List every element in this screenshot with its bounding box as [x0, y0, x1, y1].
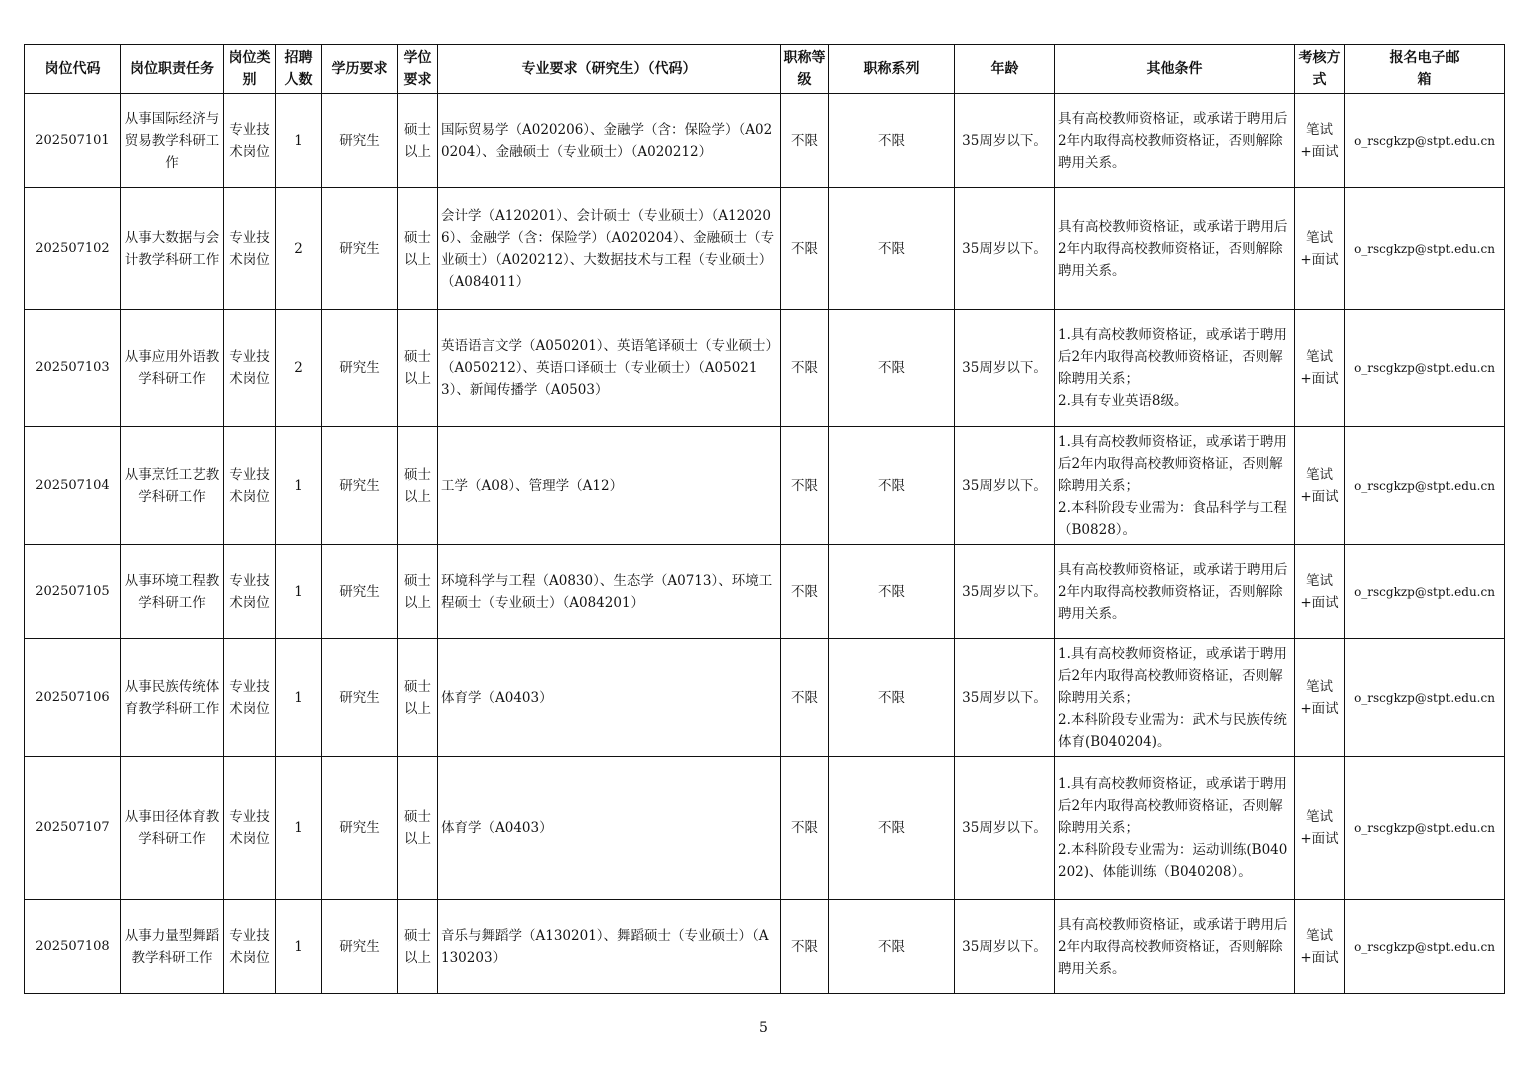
code-cell: 202507106 [25, 639, 121, 757]
exam-cell: 笔试+面试 [1295, 310, 1345, 427]
major-cell: 英语语言文学（A050201）、英语笔译硕士（专业硕士）（A050212）、英语口译硕士（专业硕士）（A050213）、新闻传播学（A0503） [438, 310, 781, 427]
category-cell: 专业技术岗位 [224, 427, 276, 545]
duty-cell: 从事民族传统体育教学科研工作 [121, 639, 224, 757]
category-cell: 专业技术岗位 [224, 94, 276, 188]
major-cell: 国际贸易学（A020206）、金融学（含：保险学）（A020204）、金融硕士（专业硕士）（A020212） [438, 94, 781, 188]
code-cell: 202507107 [25, 757, 121, 900]
header-exam: 考核方式 [1295, 45, 1345, 94]
major-cell: 体育学（A0403） [438, 757, 781, 900]
duty-cell: 从事大数据与会计教学科研工作 [121, 188, 224, 310]
other-cell [1055, 188, 1295, 310]
header-title-series: 职称系列 [829, 45, 955, 94]
table-row [25, 757, 1505, 900]
exam-cell: 笔试+面试 [1295, 188, 1345, 310]
age-cell: 35周岁以下。 [955, 427, 1055, 545]
count-cell: 1 [276, 94, 322, 188]
count-cell: 2 [276, 310, 322, 427]
title-level-cell: 不限 [781, 900, 829, 994]
title-series-cell: 不限 [829, 639, 955, 757]
major-cell: 环境科学与工程（A0830）、生态学（A0713）、环境工程硕士（专业硕士）（A084201） [438, 545, 781, 639]
age-cell: 35周岁以下。 [955, 310, 1055, 427]
count-cell: 1 [276, 639, 322, 757]
page-number: 5 [759, 1020, 768, 1036]
code-cell: 202507103 [25, 310, 121, 427]
category-cell: 专业技术岗位 [224, 310, 276, 427]
email-cell: o_rscgkzp@stpt.edu.cn [1345, 900, 1505, 994]
education-cell: 研究生 [322, 639, 398, 757]
other-cell [1055, 545, 1295, 639]
title-level-cell: 不限 [781, 310, 829, 427]
title-series-cell: 不限 [829, 900, 955, 994]
email-cell: o_rscgkzp@stpt.edu.cn [1345, 757, 1505, 900]
title-series-cell: 不限 [829, 310, 955, 427]
other-cell [1055, 94, 1295, 188]
degree-cell: 硕士以上 [398, 900, 438, 994]
other-condition-line: 具有高校教师资格证，或承诺于聘用后2年内取得高校教师资格证，否则解除聘用关系。 [1058, 561, 1288, 622]
education-cell: 研究生 [322, 94, 398, 188]
count-cell: 2 [276, 188, 322, 310]
code-cell: 202507102 [25, 188, 121, 310]
header-category: 岗位类别 [224, 45, 276, 94]
degree-cell: 硕士以上 [398, 94, 438, 188]
degree-cell: 硕士以上 [398, 188, 438, 310]
category-cell: 专业技术岗位 [224, 900, 276, 994]
code-cell: 202507101 [25, 94, 121, 188]
duty-cell: 从事国际经济与贸易教学科研工作 [121, 94, 224, 188]
table-row [25, 900, 1505, 994]
duty-cell: 从事力量型舞蹈教学科研工作 [121, 900, 224, 994]
other-cell [1055, 639, 1295, 757]
count-cell: 1 [276, 900, 322, 994]
email-cell: o_rscgkzp@stpt.edu.cn [1345, 310, 1505, 427]
other-condition-line: 2.本科阶段专业需为：运动训练(B040202)、体能训练（B040208）。 [1058, 842, 1288, 880]
other-condition-line: 1.具有高校教师资格证，或承诺于聘用后2年内取得高校教师资格证，否则解除聘用关系； [1058, 327, 1287, 387]
email-cell: o_rscgkzp@stpt.edu.cn [1345, 639, 1505, 757]
title-series-cell: 不限 [829, 94, 955, 188]
count-cell: 1 [276, 757, 322, 900]
major-cell: 音乐与舞蹈学（A130201）、舞蹈硕士（专业硕士）（A130203） [438, 900, 781, 994]
title-level-cell: 不限 [781, 545, 829, 639]
degree-cell: 硕士以上 [398, 427, 438, 545]
exam-cell: 笔试+面试 [1295, 757, 1345, 900]
header-row [25, 45, 1505, 94]
email-cell: o_rscgkzp@stpt.edu.cn [1345, 94, 1505, 188]
table-row [25, 94, 1505, 188]
degree-cell: 硕士以上 [398, 639, 438, 757]
duty-cell: 从事田径体育教学科研工作 [121, 757, 224, 900]
code-cell: 202507108 [25, 900, 121, 994]
header-email: 报名电子邮箱 [1345, 45, 1505, 94]
count-cell: 1 [276, 427, 322, 545]
other-condition-line: 具有高校教师资格证，或承诺于聘用后2年内取得高校教师资格证，否则解除聘用关系。 [1058, 218, 1288, 279]
title-series-cell: 不限 [829, 427, 955, 545]
title-series-cell: 不限 [829, 545, 955, 639]
degree-cell: 硕士以上 [398, 757, 438, 900]
other-condition-line: 具有高校教师资格证，或承诺于聘用后2年内取得高校教师资格证，否则解除聘用关系。 [1058, 916, 1288, 977]
degree-cell: 硕士以上 [398, 310, 438, 427]
title-series-cell: 不限 [829, 188, 955, 310]
age-cell: 35周岁以下。 [955, 900, 1055, 994]
exam-cell: 笔试+面试 [1295, 545, 1345, 639]
other-condition-line: 2.具有专业英语8级。 [1058, 393, 1188, 409]
exam-cell: 笔试+面试 [1295, 427, 1345, 545]
title-level-cell: 不限 [781, 427, 829, 545]
other-condition-line: 2.本科阶段专业需为：武术与民族传统体育(B040204)。 [1058, 711, 1287, 750]
email-cell: o_rscgkzp@stpt.edu.cn [1345, 545, 1505, 639]
table-row [25, 427, 1505, 545]
title-level-cell: 不限 [781, 757, 829, 900]
header-count: 招聘人数 [276, 45, 322, 94]
email-cell: o_rscgkzp@stpt.edu.cn [1345, 427, 1505, 545]
education-cell: 研究生 [322, 900, 398, 994]
other-cell [1055, 427, 1295, 545]
other-condition-line: 1.具有高校教师资格证，或承诺于聘用后2年内取得高校教师资格证，否则解除聘用关系； [1058, 645, 1287, 706]
header-duty: 岗位职责任务 [121, 45, 224, 94]
recruitment-table [24, 44, 1505, 994]
table-row [25, 188, 1505, 310]
age-cell: 35周岁以下。 [955, 639, 1055, 757]
other-cell [1055, 900, 1295, 994]
count-cell: 1 [276, 545, 322, 639]
email-cell: o_rscgkzp@stpt.edu.cn [1345, 188, 1505, 310]
header-age: 年龄 [955, 45, 1055, 94]
table-row [25, 310, 1505, 427]
title-level-cell: 不限 [781, 94, 829, 188]
duty-cell: 从事环境工程教学科研工作 [121, 545, 224, 639]
title-level-cell: 不限 [781, 188, 829, 310]
duty-cell: 从事应用外语教学科研工作 [121, 310, 224, 427]
category-cell: 专业技术岗位 [224, 757, 276, 900]
exam-cell: 笔试+面试 [1295, 900, 1345, 994]
header-other: 其他条件 [1055, 45, 1295, 94]
other-condition-line: 具有高校教师资格证，或承诺于聘用后2年内取得高校教师资格证，否则解除聘用关系。 [1058, 110, 1288, 171]
category-cell: 专业技术岗位 [224, 639, 276, 757]
age-cell: 35周岁以下。 [955, 545, 1055, 639]
other-condition-line: 1.具有高校教师资格证，或承诺于聘用后2年内取得高校教师资格证，否则解除聘用关系； [1058, 776, 1287, 836]
education-cell: 研究生 [322, 545, 398, 639]
category-cell: 专业技术岗位 [224, 188, 276, 310]
other-cell [1055, 310, 1295, 427]
other-cell [1055, 757, 1295, 900]
category-cell: 专业技术岗位 [224, 545, 276, 639]
duty-cell: 从事烹饪工艺教学科研工作 [121, 427, 224, 545]
header-degree: 学位要求 [398, 45, 438, 94]
table-row [25, 639, 1505, 757]
degree-cell: 硕士以上 [398, 545, 438, 639]
exam-cell: 笔试+面试 [1295, 94, 1345, 188]
education-cell: 研究生 [322, 427, 398, 545]
age-cell: 35周岁以下。 [955, 757, 1055, 900]
education-cell: 研究生 [322, 310, 398, 427]
header-title-level: 职称等级 [781, 45, 829, 94]
age-cell: 35周岁以下。 [955, 188, 1055, 310]
code-cell: 202507105 [25, 545, 121, 639]
code-cell: 202507104 [25, 427, 121, 545]
table-row [25, 545, 1505, 639]
exam-cell: 笔试+面试 [1295, 639, 1345, 757]
other-condition-line: 2.本科阶段专业需为：食品科学与工程（B0828）。 [1058, 499, 1287, 538]
table-body [25, 94, 1505, 994]
header-code: 岗位代码 [25, 45, 121, 94]
major-cell: 会计学（A120201）、会计硕士（专业硕士）（A120206）、金融学（含：保险学）（A020204）、金融硕士（专业硕士）（A020212）、大数据技术与工程（专业硕士）（A084011） [438, 188, 781, 310]
education-cell: 研究生 [322, 188, 398, 310]
other-condition-line: 1.具有高校教师资格证，或承诺于聘用后2年内取得高校教师资格证，否则解除聘用关系； [1058, 433, 1287, 494]
education-cell: 研究生 [322, 757, 398, 900]
header-major: 专业要求（研究生）（代码） [438, 45, 781, 94]
title-level-cell: 不限 [781, 639, 829, 757]
title-series-cell: 不限 [829, 757, 955, 900]
age-cell: 35周岁以下。 [955, 94, 1055, 188]
major-cell: 工学（A08）、管理学（A12） [438, 427, 781, 545]
header-education: 学历要求 [322, 45, 398, 94]
major-cell: 体育学（A0403） [438, 639, 781, 757]
